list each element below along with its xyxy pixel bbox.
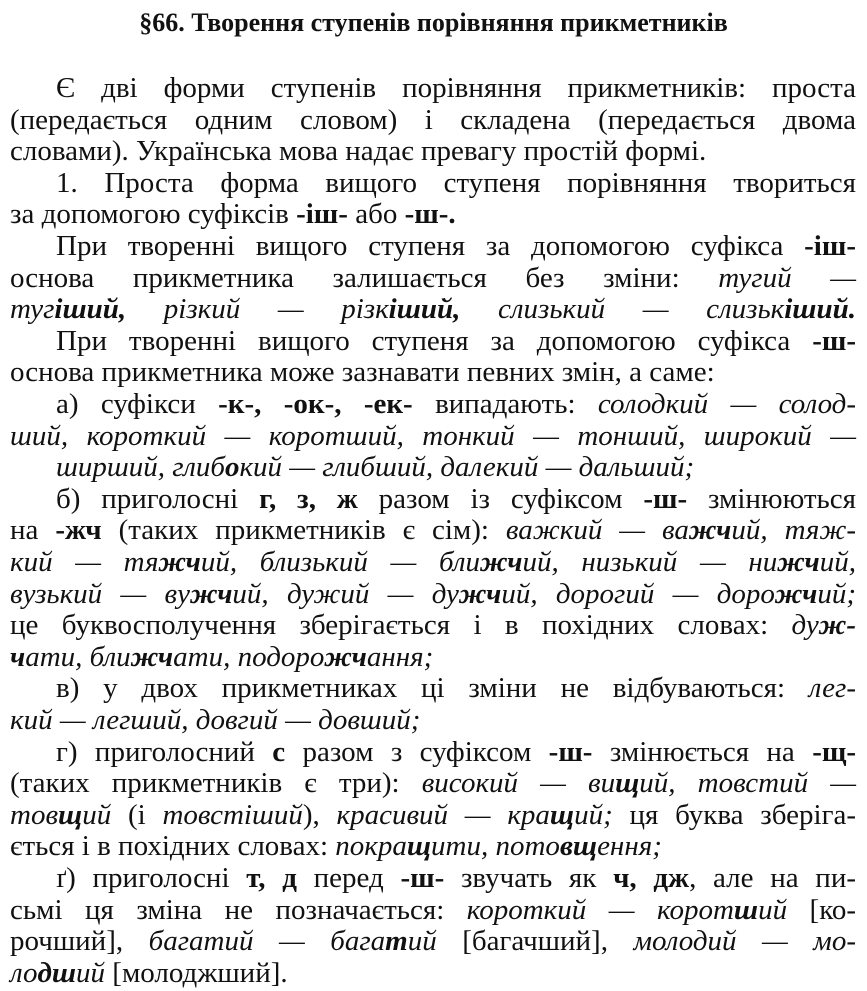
text-run: -жч (55, 514, 102, 547)
text-run: ), (302, 798, 337, 831)
text-run: випадають: (412, 388, 598, 420)
text-run: [молоджший]. (105, 956, 288, 989)
text-run: (таких прикметників є три): (10, 767, 422, 800)
text-run: Є дві форми ступенів порівняння прикметників: проста (56, 72, 856, 104)
text-run: разом з суфіксом (285, 735, 549, 768)
text-run: жч (479, 546, 523, 578)
text-run: жч (158, 546, 201, 578)
text-run: (і (111, 798, 163, 831)
text-run: різкий — різк (126, 293, 389, 326)
text-line (10, 102, 856, 138)
text-run: жч (777, 546, 820, 578)
text-run: ий; (574, 798, 613, 831)
text-run: ий, (819, 546, 856, 578)
text-run: -іш- (296, 198, 348, 231)
text-run: ати, бли (25, 640, 131, 673)
text-line (10, 260, 856, 296)
text-line (10, 765, 856, 801)
text-run: ґ) приголосні (56, 862, 247, 894)
text-line (10, 892, 856, 928)
text-run: змінюється на (592, 735, 813, 768)
text-run: ий (82, 798, 112, 831)
text-run: -ш-. (404, 198, 456, 231)
text-run: кий — легший, довгий — довший; (10, 704, 421, 736)
text-run: жч (458, 577, 502, 610)
text-run: високий — ви (421, 767, 616, 800)
text-run: слизький — слизьк (460, 293, 785, 326)
text-line (10, 544, 856, 580)
text-line (10, 323, 856, 359)
text-run: змінюються (687, 482, 856, 515)
text-run: ання; (366, 640, 434, 673)
text-run: молодий — мо- (633, 925, 856, 958)
text-run: ий; (817, 577, 856, 610)
text-run: словами). Українська мова надає превагу простій формі. (10, 135, 707, 168)
text-run: красивий — кра (336, 798, 550, 831)
text-run: ення; (597, 830, 662, 863)
text-run: ий, тяж- (731, 514, 856, 547)
text-run: багатий — бага (148, 925, 386, 958)
text-run: , але на пи- (689, 862, 856, 894)
text-line (10, 512, 856, 548)
text-run: тов (10, 798, 59, 831)
text-line (10, 639, 856, 675)
text-run: 1. Проста форма вищого ступеня порівняння твориться (56, 166, 856, 199)
text-line (10, 860, 856, 896)
text-run: ж- (818, 609, 856, 642)
text-run: щ (549, 798, 575, 831)
text-run: -ш- (400, 862, 445, 894)
text-line (10, 481, 856, 517)
text-run: ду (791, 609, 819, 642)
text-run: ий, близький — бли (200, 546, 480, 578)
text-run: ий (407, 925, 437, 958)
text-line (10, 228, 856, 264)
text-run: щ (615, 767, 640, 800)
text-run: (передається одним словом) і складена (передається двома (10, 103, 856, 136)
text-run: жч (189, 577, 233, 610)
text-run: основа прикметника може зазнавати певних змін, а саме: (10, 356, 715, 389)
text-run: сьмі ця зміна не позначається: (10, 893, 467, 926)
text-run: т (385, 925, 408, 958)
text-run: -ш- (812, 324, 856, 357)
text-line (10, 165, 856, 201)
text-run: разом із суфіксом (357, 482, 644, 515)
text-run: ий (758, 893, 788, 926)
text-run: вузький — ву (10, 577, 190, 610)
text-run: ати, подоро (173, 640, 325, 673)
text-run: о (224, 451, 240, 484)
text-line (10, 386, 856, 422)
text-line (10, 291, 856, 327)
text-run: ється і в похідних словах: (10, 830, 336, 863)
text-run: ч, дж (613, 862, 690, 894)
text-run: іший, (388, 293, 461, 326)
text-run: тугий — (718, 261, 856, 294)
text-run: При творенні вищого ступеня за допомогою суфікса (56, 230, 805, 262)
text-run: короткий — корот (466, 893, 734, 926)
text-run: ш (733, 893, 759, 926)
text-run: кий — глибший, далекий — дальший; (239, 451, 695, 484)
text-line (10, 702, 856, 738)
text-line (10, 418, 856, 454)
text-run: щ (406, 830, 432, 863)
text-run: вщ (559, 830, 598, 863)
text-line (10, 797, 856, 833)
text-run: [ко- (787, 893, 856, 926)
text-run: перед (296, 862, 401, 894)
text-line (10, 576, 856, 612)
text-run: б) приголосні (56, 482, 260, 515)
text-run: ий, товстий — (639, 767, 857, 800)
text-run: жч (774, 577, 818, 610)
text-run: важкий — ва (505, 514, 689, 547)
text-line (10, 670, 856, 706)
text-run: товстіший (162, 798, 303, 831)
text-run: лег- (808, 672, 856, 705)
text-run: ити, пото (431, 830, 560, 863)
text-run: звучать як (444, 862, 614, 894)
text-line (10, 196, 856, 232)
text-line (10, 955, 856, 991)
text-run: дш (37, 956, 77, 989)
text-run: -к-, -ок-, -ек- (218, 388, 413, 420)
text-run: -щ- (812, 735, 856, 768)
text-run: [багачший], (436, 925, 634, 958)
text-run: -іш- (804, 230, 856, 262)
text-run: т, д (246, 862, 297, 894)
text-run: за допомогою суфіксів (10, 198, 297, 231)
text-line (10, 449, 856, 485)
text-run: жч (688, 514, 732, 547)
text-run: ий, дужий — ду (232, 577, 459, 610)
text-run: ий (76, 956, 106, 989)
text-run: кий — тя (10, 546, 159, 578)
text-line (10, 734, 856, 770)
text-run: г, з, ж (259, 482, 358, 515)
text-line (10, 354, 856, 390)
text-run: на (10, 514, 56, 547)
text-run: солодкий — солод- (597, 388, 857, 420)
text-run: ця буква зберіга- (612, 798, 856, 831)
text-run: туг (10, 293, 55, 326)
text-run: жч (130, 640, 174, 673)
text-run: це буквосполучення зберігається і в похідних словах: (10, 609, 792, 642)
text-run: При творенні вищого ступеня за допомогою суфікса (56, 324, 813, 357)
text-run: або (347, 198, 405, 231)
text-run: (таких прикметників є сім): (101, 514, 506, 547)
text-run: ший, короткий — коротший, тонкий — тонший, широкий — (10, 419, 856, 452)
section-title: §66. Творення ступенів порівняння прикметників (139, 8, 728, 37)
text-run: жч (324, 640, 367, 673)
text-run: рочший], (10, 925, 149, 958)
text-run: с (272, 735, 286, 768)
text-run: -ш- (643, 482, 688, 515)
text-run: а) суфікси (56, 388, 219, 420)
text-run: іший, (54, 293, 127, 326)
text-run: г) приголосний (56, 735, 273, 768)
text-run: ий, дорогий — доро (501, 577, 775, 610)
text-run: іший. (784, 293, 856, 326)
text-run: в) у двох прикметниках ці зміни не відбуваються: (56, 672, 809, 705)
text-run: покра (335, 830, 407, 863)
text-line (10, 133, 856, 169)
text-line (10, 828, 856, 864)
text-run: основа прикметника залишається без зміни: (10, 261, 719, 294)
text-line (10, 923, 856, 959)
text-run: -ш- (548, 735, 593, 768)
text-run: щ (58, 798, 83, 831)
text-line (10, 70, 856, 106)
text-run: ч (10, 640, 26, 673)
text-run: ий, низький — ни (522, 546, 778, 578)
text-run: ширший, глиб (56, 451, 225, 484)
text-line (10, 607, 856, 643)
text-run: ло (10, 956, 38, 989)
